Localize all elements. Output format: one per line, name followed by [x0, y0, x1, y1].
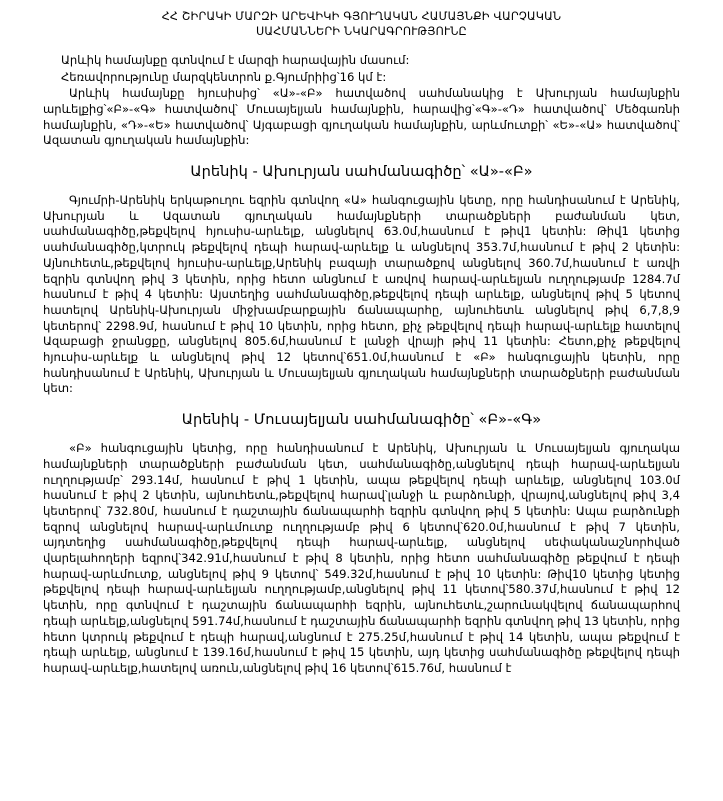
- lead-line-1: Արևիկ համայնքը գտնվում է մարզի հարավային մասում:: [61, 53, 410, 67]
- intro-paragraph: Արևիկ համայնքը հյուսիսից՝ «Ա»-«Բ» հատվածով սահմանակից է Ախուրյան համայնքին արևելքից՝«Բ»-«Գ» հատվածով՝ Մուսայելյան համայնքին, հարավից՝«Գ»-«Դ» հատվածով՝ Մեծգառնի համայնքին, «Դ»-«Ե» հատվածով՝ Այգաբացի գյուղական համայնքին, արևմուտքի՝ «Ե»-«Ա» հատվածով՝ Ազատան գյուղական համայնքին:: [43, 86, 680, 148]
- lead-line-2: Հեռավորությունը մարզկենտրոն ք.Գյումրիից՝16 կմ է:: [61, 69, 387, 84]
- section-paragraph-musayelyan: «Բ» հանգուցային կետից, որը հանդիսանում է Արենիկ, Ախուրյան և Մուսայելյան գյուղակա համայնքների տարածքների բաժանման կետ, սահմանագիծը,անցնելով դեպի հարավ-արևելյան ուղղությամբ՝ 293.14մ, հասնում է թիվ 1 կետին, ապա թեքվելով դեպի արևելք, անցնելով 103.0մ հասնում է թիվ 2 կետին, այնուհետև,թեքվելով հարավ՝լանջի և բարձունքի, վրայով,անցնելով թիվ 3,4 կետերով՝ 732.80մ, հասնում է դաշտային ճանապարհի եզրին գտնվող թիվ 5 կետին: Ապա բարձունքի եզրով անցնելով հարավ-արևմուտք ուղղությամբ թիվ 6 կետով՝620.0մ,հասնում է թիվ 7 կետին, այդտեղից սահմանագիծը,թեքվելով դեպի հարավ-արևելք, անցնելով սեփականաշնորհված վարելահողերի եզրով՝342.91մ,հասնում է թիվ 8 կետին, որից հետո սահմանագիծը թեքվում է դեպի հարավ-արևմուտք, անցնելով թիվ 9 կետով՝ 549.32մ,հասնում է թիվ 10 կետին: Թիվ10 կետից կետից թեքվելով դեպի հարավ-արևելյան ուղղությամբ,անցնելով թիվ 11 կետով՝580.37մ,հասնում է թիվ 12 կետին, որը գտնվում է դաշտային ճանապարհի եզրին, այնուհետև,շարունակվելով ճանապարհով դեպի արևելք,անցնելով 591.74մ,հասնում է դաշտային ճանապարհի եզրին գտնվող թիվ 13 կետին, որից հետո կտրուկ թեքվում է դեպի հարավ,անցնում է 275.25մ,հասնում է թիվ 14 կետին, ապա թեքվում է դեպի արևելք, անցնում է 139.16մ,հասնում է թիվ 15 կետին, այդ կետից սահմանագիծը թեքվելով դեպի հարավ-արևելք,հատելով առուն,անցնելով թիվ 16 կետով՝615.76մ, հասնում է: [43, 441, 680, 675]
- section-paragraph-akhuryan: Գյումրի-Արենիկ երկաթուղու եզրին գտնվող «Ա» հանգուցային կետը, որը հանդիսանում է Արենիկ, Ախուրյան և Ազատան գյուղական համայնքների տարածքների բաժանման կետ, սահմանագիծը,թեքվելով հյուսիս-արևելք, անցնելով 63.0մ,հասնում է թիվ1 կետին: Թիվ1 կետից սահմանագիծը,կտրուկ թեքվելով դեպի հարավ-արևելք և անցնելով 353.7մ,հասնում է թիվ 2 կետին: Այնուհետև,թեքվելով հյուսիս-արևելք,Արենիկ բազայի տարածքով անցնելով 360.7մ,հասնում է առվի եզրին գտնվող թիվ 3 կետին, որից հետո անցնում է առվով հարավ-արևելյան ուղղությամբ 1284.7մ հասնում է թիվ 4 կետին: Այստեղից սահմանագիծը,թեքվելով դեպի արևելք, անցնելով թիվ 5 կետով հատելով Արենիկ-Ախուրյան միջխամբարքային ճանապարհը, այնուհետև անցնելով թիվ 6,7,8,9 կետերով՝ 2298.9մ, հասնում է թիվ 10 կետին, որից հետո, քիչ թեքվելով դեպի հարավ-արևելք հատելով Ազաբացի ջրանցքը, անցնելով 805.6մ,հասնում է լանջի վրայի թիվ 11 կետին: Հետո,քիչ թեքվելով հյուսիս-արևելք և անցնելով թիվ 12 կետով՝651.0մ,հասնում է «Բ» հանգուցային կետին, որը հանդիսանում է Արենիկ, Ախուրյան և Մուսայելյան գյուղական համայնքների տարածքների բաժանման կետ:: [43, 193, 680, 396]
- page-title-line-2: ՍԱՀՄԱՆՆԵՐԻ ՆԿԱՐԱԳՐՈՒԹՅՈՒՆԸ: [256, 25, 467, 38]
- page-title: [43, 9, 680, 39]
- page-title-line-1: ՀՀ ՇԻՐԱԿԻ ՄԱՐԶԻ ԱՐԵՎԻԿԻ ԳՅՈՒՂԱԿԱՆ ՀԱՄԱՅՆՔԻ ՎԱՐՉԱԿԱՆ: [161, 10, 562, 23]
- section-heading-musayelyan: Արենիկ - Մուսայելյան սահմանագիծը՝ «Բ»-«Գ»: [181, 411, 542, 429]
- section-heading-akhuryan: Արենիկ - Ախուրյան սահմանագիծը՝ «Ա»-«Բ»: [190, 163, 533, 180]
